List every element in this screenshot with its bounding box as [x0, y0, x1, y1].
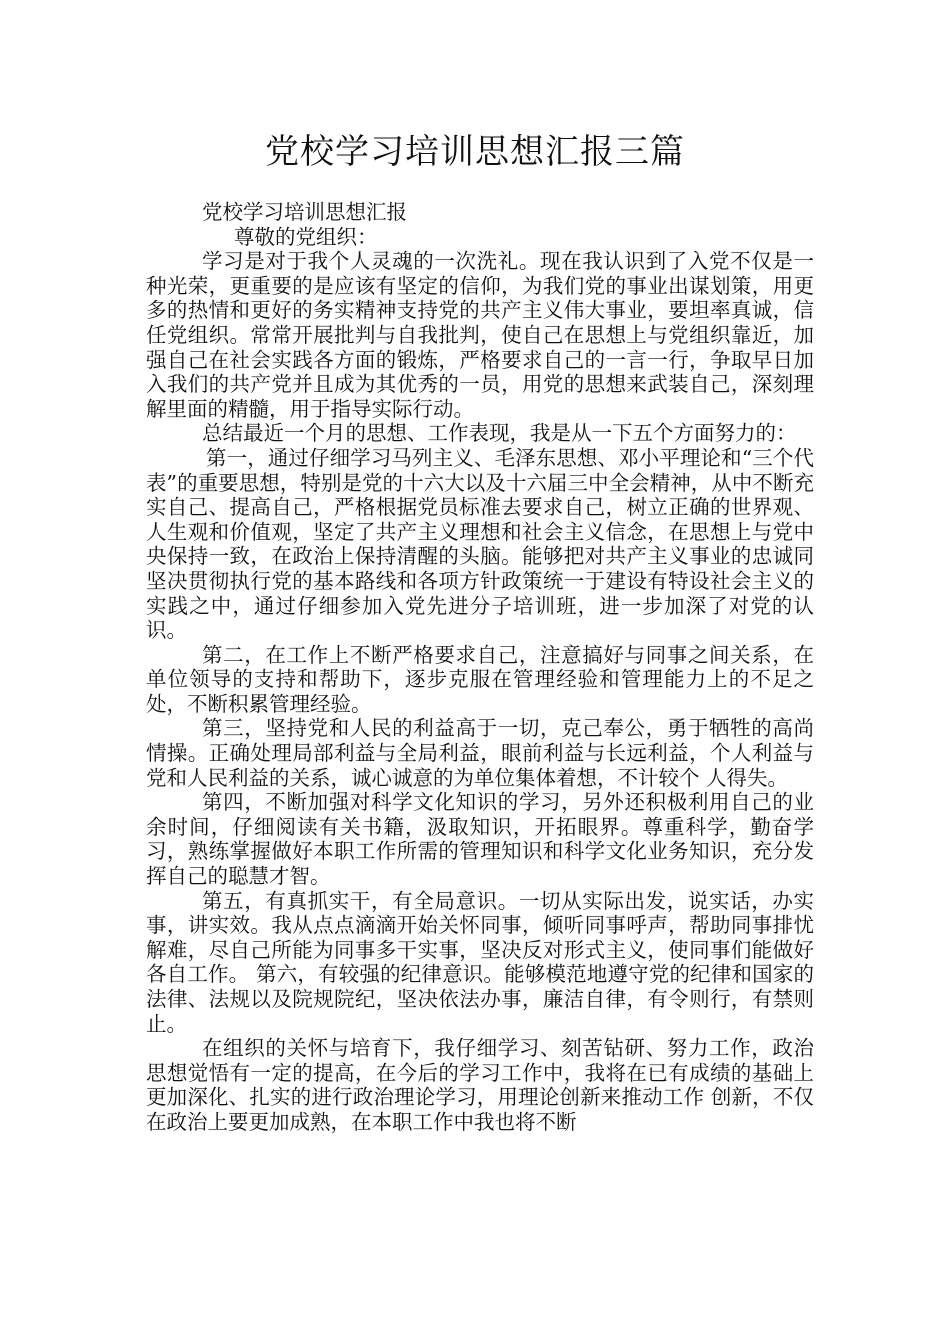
- paragraph-point-1: 第一，通过仔细学习马列主义、毛泽东思想、邓小平理论和“三个代表”的重要思想，特别是党的十六大以及十六届三中全会精神，从中不断充实自己、提高自己，严格根据党员标准去要求自己，树立正确的世界观、人生观和价值观，坚定了共产主义理想和社会主义信念，在思想上与党中央保持一致，在政治上保持清醒的头脑。能够把对共产主义事业的忠诚同坚决贯彻执行党的基本路线和各项方针政策统一于建设有特设社会主义的实践之中，通过仔细参加入党先进分子培训班，进一步加深了对党的认识。: [146, 445, 814, 643]
- document-title: 党校学习培训思想汇报三篇: [265, 132, 685, 172]
- paragraph-point-4: 第四，不断加强对科学文化知识的学习，另外还积极利用自己的业余时间，仔细阅读有关书籍，汲取知识，开拓眼界。尊重科学，勤奋学习，熟练掌握做好本职工作所需的管理知识和科学文化业务知识，充分发挥自己的聪慧才智。: [146, 790, 814, 889]
- paragraph-conclusion: 在组织的关怀与培育下，我仔细学习、刻苦钻研、努力工作，政治思想觉悟有一定的提高，在今后的学习工作中，我将在已有成绩的基础上更加深化、扎实的进行政治理论学习，用理论创新来推动工作 创新，不仅在政治上要更加成熟，在本职工作中我也将不断: [146, 1036, 814, 1134]
- paragraph-point-2: 第二，在工作上不断严格要求自己，注意搞好与同事之间关系，在单位领导的支持和帮助下，逐步克服在管理经验和管理能力上的不足之处，不断积累管理经验。: [146, 642, 814, 716]
- paragraph-point-3: 第三，坚持党和人民的利益高于一切，克己奉公，勇于牺牲的高尚情操。正确处理局部利益与全局利益，眼前利益与长远利益，个人利益与党和人民利益的关系，诚心诚意的为单位集体着想，不计较个 人得失。: [146, 716, 814, 790]
- paragraph-point-5-6: 第五，有真抓实干，有全局意识。一切从实际出发，说实话，办实事，讲实效。我从点点滴滴开始关怀同事，倾听同事呼声，帮助同事排忧解难，尽自己所能为同事多干实事，坚决反对形式主义，使同事们能做好各自工作。 第六，有较强的纪律意识。能够模范地遵守党的纪律和国家的法律、法规以及院规院纪，坚决依法办事，廉洁自律，有令则行，有禁则止。: [146, 888, 814, 1036]
- paragraph-summary: 总结最近一个月的思想、工作表现，我是从一下五个方面努力的：: [202, 421, 797, 446]
- document-subtitle: 党校学习培训思想汇报: [202, 200, 407, 224]
- paragraph-intro: 学习是对于我个人灵魂的一次洗礼。现在我认识到了入党不仅是一种光荣，更重要的是应该有坚定的信仰，为我们党的事业出谋划策，用更多的热情和更好的务实精神支持党的共产主义伟大事业，要坦率真诚，信任党组织。常常开展批判与自我批判，使自己在思想上与党组织靠近，加强自己在社会实践各方面的锻炼，严格要求自己的一言一行，争取早日加入我们的共产党并且成为其优秀的一员，用党的思想来武装自己，深刻理解里面的精髓，用于指导实际行动。: [146, 249, 814, 421]
- salutation: 尊敬的党组织：: [234, 224, 378, 249]
- document-body: [146, 200, 814, 1135]
